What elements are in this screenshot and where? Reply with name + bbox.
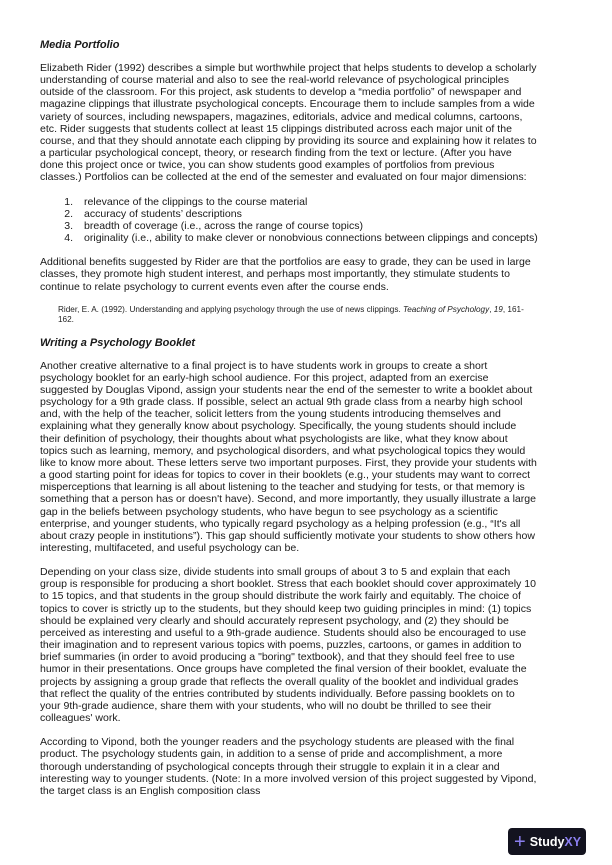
paragraph: According to Vipond, both the younger readers and the psychology students are pleased with the final product. The psychology students gain, in addition to a sense of pride and accomplishment, a more thorough understanding of psychological concepts through their struggle to explain it in a clear and interesting way to younger students. (Note: In a more involved version of this project suggested by Vipond, the target class is an English composition class: [40, 736, 537, 797]
citation-pages: , 161-162.: [58, 304, 524, 324]
studyxy-badge[interactable]: [508, 828, 586, 855]
section-heading-media-portfolio: Media Portfolio: [40, 39, 120, 51]
citation-volume: 19: [493, 304, 503, 314]
section-heading-psychology-booklet: Writing a Psychology Booklet: [40, 336, 196, 349]
citation-journal: Teaching of Psychology: [403, 304, 490, 314]
list-item: 2. accuracy of students’ descriptions: [76, 208, 538, 220]
paragraph: Another creative alternative to a final project is to have students work in groups to create a short psychology booklet for an early-high school audience. For this project, adapted from an exercise suggested by Douglas Vipond, assign your students near the end of the semester to write a booklet about psychology for a 9th grade class. If possible, select an actual 9th grade class from a nearby high school and, with the help of the teacher, solicit letters from the young students introducing themselves and explaining what they generally know about psychology. Specifically, the young students should include their definition of psychology, their thoughts about what psychologists are like, what they know about topics such as learning, memory, and psychological disorders, and what psychological topics they would like to know more about. These letters serve two important purposes. First, they provide your students with a good starting point for ideas for topics to cover in their booklets (e.g., your students may want to correct misperceptions that learning is all about listening to the teacher and studying for tests, or that memory is something that a person has or doesn't have). Second, and more importantly, they usually illustrate a large gap in the beliefs between psychology students, who have begun to see psychology as a scientific enterprise, and younger students, who typically regard psychology as a helping profession (e.g., “It's all about crazy people in institutions”). This gap should sufficiently motivate your students to show others how interesting, multifaceted, and useful psychology can be.: [40, 359, 537, 554]
citation: [58, 305, 538, 325]
paragraph: Depending on your class size, divide students into small groups of about 3 to 5 and explain that each group is responsible for producing a short booklet. Stress that each booklet should cover approximately 10 to 15 topics, and that students in the group should distribute the work fairly and equitably. The choice of topics to cover is strictly up to the students, but they should keep two guiding principles in mind: (1) topics should be explained very clearly and should accurately represent psychology, and (2) they should be perceived as interesting and useful to a 9th-grade audience. Students should also be encouraged to use their imagination and to represent various topics with poems, puzzles, cartoons, or games in addition to brief summaries (in order to avoid producing a "boring" textbook), and that they should feel free to use humor in their presentations. Once groups have completed the final version of their booklet, evaluate the projects by assigning a group grade that reflects the overall quality of the booklet and individual grades that reflect the quality of the entries contributed by students individually. Before passing booklets on to your 9th-grade audience, share them with your students, who will no doubt be thrilled to see their colleagues' work.: [40, 566, 536, 725]
document-page: [40, 39, 538, 809]
badge-text: Study: [529, 834, 565, 849]
citation-sep: ,: [489, 304, 494, 314]
list-item: 1. relevance of the clippings to the course material: [76, 196, 538, 208]
list-item: 4. originality (i.e., ability to make clever or nonobvious connections between clippings and concepts): [76, 232, 538, 244]
list-item: 3. breadth of coverage (i.e., across the range of course topics): [76, 220, 538, 232]
dimensions-list: [40, 196, 538, 245]
citation-text: Rider, E. A. (1992). Understanding and applying psychology through the use of news clippings.: [58, 304, 403, 314]
paragraph: Elizabeth Rider (1992) describes a simple but worthwhile project that helps students to develop a scholarly understanding of course material and also to see the real-world relevance of psychological principles outside of the classroom. For this project, ask students to develop a “media portfolio” of newspaper and magazine clippings that illustrate psychological concepts. Encourage them to include samples from a wide variety of sources, including newspapers, magazines, editorials, advice and medical columns, cartoons, etc. Rider suggests that students collect at least 15 clippings distributed across each major unit of the course, and that they should annotate each clipping by providing its source and explaining how it relates to a particular psychological concept, theory, or research finding from the text or lecture. (After you have done this project once or twice, you can show students good examples of portfolios from previous classes.) Portfolios can be collected at the end of the semester and evaluated on four major dimensions:: [40, 62, 537, 184]
badge-text-accent: XY: [564, 834, 582, 849]
paragraph: Additional benefits suggested by Rider are that the portfolios are easy to grade, they can be used in large classes, they promote high student interest, and perhaps most importantly, they stimulate students to continue to relate psychology to current events even after the course ends.: [40, 256, 531, 293]
plus-icon: +: [514, 830, 526, 853]
